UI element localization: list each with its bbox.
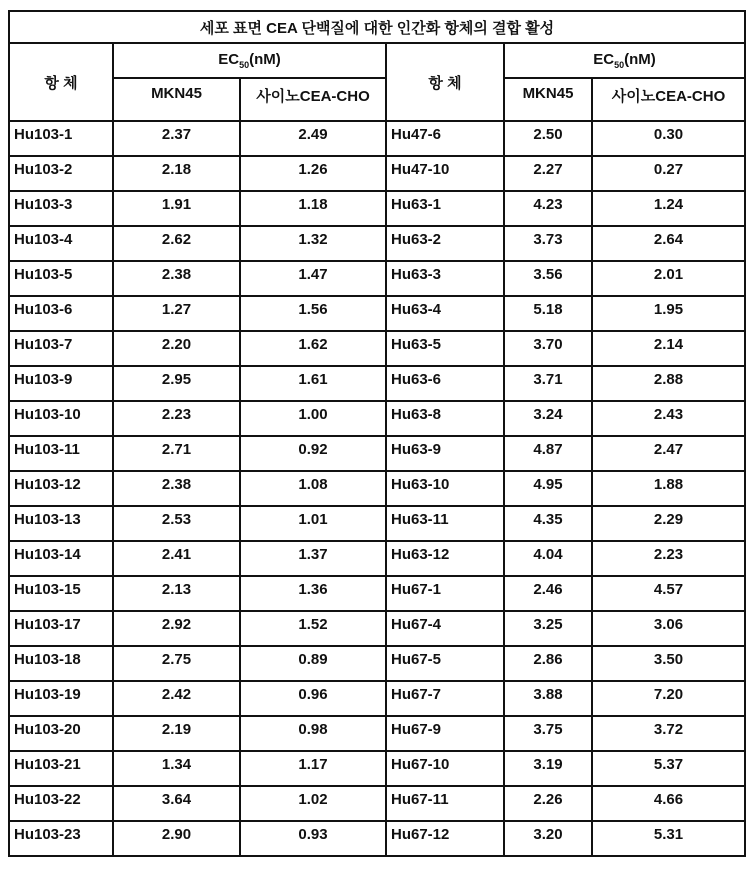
- antibody-name-cell: Hu63-8: [386, 401, 504, 436]
- cho-value-cell: 0.92: [240, 436, 386, 471]
- mkn45-value-cell: 2.23: [113, 401, 240, 436]
- antibody-name-cell: Hu103-7: [9, 331, 113, 366]
- table-row: [9, 436, 745, 471]
- antibody-name-cell: Hu47-10: [386, 156, 504, 191]
- cho-value-cell: 0.89: [240, 646, 386, 681]
- table-row: [9, 366, 745, 401]
- antibody-name-cell: Hu47-6: [386, 121, 504, 156]
- cho-value-cell: 7.20: [592, 681, 745, 716]
- header-mkn45-left: MKN45: [113, 78, 240, 121]
- table-row: [9, 716, 745, 751]
- mkn45-value-cell: 2.53: [113, 506, 240, 541]
- mkn45-value-cell: 2.75: [113, 646, 240, 681]
- cho-value-cell: 1.36: [240, 576, 386, 611]
- cho-value-cell: 1.37: [240, 541, 386, 576]
- antibody-name-cell: Hu67-5: [386, 646, 504, 681]
- cho-value-cell: 1.18: [240, 191, 386, 226]
- antibody-name-cell: Hu103-6: [9, 296, 113, 331]
- antibody-name-cell: Hu103-17: [9, 611, 113, 646]
- cho-value-cell: 1.01: [240, 506, 386, 541]
- header-mkn45-right: MKN45: [504, 78, 592, 121]
- table-row: [9, 401, 745, 436]
- antibody-name-cell: Hu67-9: [386, 716, 504, 751]
- table-row: [9, 541, 745, 576]
- table-row: [9, 156, 745, 191]
- mkn45-value-cell: 2.37: [113, 121, 240, 156]
- antibody-name-cell: Hu63-5: [386, 331, 504, 366]
- antibody-name-cell: Hu67-10: [386, 751, 504, 786]
- cho-value-cell: 1.88: [592, 471, 745, 506]
- header-antibody-right: 항 체: [386, 43, 504, 121]
- cho-value-cell: 2.23: [592, 541, 745, 576]
- antibody-name-cell: Hu63-2: [386, 226, 504, 261]
- cho-value-cell: 1.32: [240, 226, 386, 261]
- mkn45-value-cell: 2.41: [113, 541, 240, 576]
- antibody-name-cell: Hu103-21: [9, 751, 113, 786]
- mkn45-value-cell: 2.18: [113, 156, 240, 191]
- mkn45-value-cell: 4.95: [504, 471, 592, 506]
- antibody-name-cell: Hu103-22: [9, 786, 113, 821]
- table-row: [9, 226, 745, 261]
- cho-value-cell: 1.61: [240, 366, 386, 401]
- mkn45-value-cell: 2.62: [113, 226, 240, 261]
- cho-value-cell: 3.06: [592, 611, 745, 646]
- antibody-name-cell: Hu67-7: [386, 681, 504, 716]
- mkn45-value-cell: 2.50: [504, 121, 592, 156]
- antibody-name-cell: Hu63-4: [386, 296, 504, 331]
- ec50-subscript: 50: [614, 60, 624, 70]
- antibody-name-cell: Hu63-9: [386, 436, 504, 471]
- mkn45-value-cell: 3.19: [504, 751, 592, 786]
- antibody-name-cell: Hu63-10: [386, 471, 504, 506]
- cho-value-cell: 1.95: [592, 296, 745, 331]
- table-row: [9, 751, 745, 786]
- antibody-name-cell: Hu63-1: [386, 191, 504, 226]
- antibody-name-cell: Hu63-3: [386, 261, 504, 296]
- header-cho-left: 사이노CEA-CHO: [240, 78, 386, 121]
- mkn45-value-cell: 3.70: [504, 331, 592, 366]
- mkn45-value-cell: 2.92: [113, 611, 240, 646]
- mkn45-value-cell: 2.13: [113, 576, 240, 611]
- header-ec50-right: [504, 43, 745, 78]
- table-row: [9, 506, 745, 541]
- mkn45-value-cell: 2.27: [504, 156, 592, 191]
- mkn45-value-cell: 2.20: [113, 331, 240, 366]
- cho-value-cell: 3.50: [592, 646, 745, 681]
- antibody-name-cell: Hu103-15: [9, 576, 113, 611]
- antibody-name-cell: Hu63-6: [386, 366, 504, 401]
- mkn45-value-cell: 3.24: [504, 401, 592, 436]
- cho-value-cell: 2.01: [592, 261, 745, 296]
- cho-value-cell: 5.37: [592, 751, 745, 786]
- cho-value-cell: 1.56: [240, 296, 386, 331]
- antibody-name-cell: Hu67-1: [386, 576, 504, 611]
- mkn45-value-cell: 4.23: [504, 191, 592, 226]
- mkn45-value-cell: 3.25: [504, 611, 592, 646]
- mkn45-value-cell: 3.73: [504, 226, 592, 261]
- antibody-name-cell: Hu103-19: [9, 681, 113, 716]
- antibody-name-cell: Hu103-5: [9, 261, 113, 296]
- cho-value-cell: 0.30: [592, 121, 745, 156]
- table-row: [9, 471, 745, 506]
- mkn45-value-cell: 4.04: [504, 541, 592, 576]
- mkn45-value-cell: 2.19: [113, 716, 240, 751]
- table-row: [9, 576, 745, 611]
- cho-value-cell: 1.02: [240, 786, 386, 821]
- mkn45-value-cell: 2.90: [113, 821, 240, 856]
- ec50-unit: (nM): [249, 51, 281, 68]
- antibody-name-cell: Hu103-11: [9, 436, 113, 471]
- table-row: [9, 646, 745, 681]
- table-row: [9, 261, 745, 296]
- mkn45-value-cell: 3.64: [113, 786, 240, 821]
- cho-value-cell: 2.47: [592, 436, 745, 471]
- cho-value-cell: 1.08: [240, 471, 386, 506]
- antibody-name-cell: Hu103-12: [9, 471, 113, 506]
- antibody-name-cell: Hu63-11: [386, 506, 504, 541]
- antibody-name-cell: Hu103-4: [9, 226, 113, 261]
- mkn45-value-cell: 1.91: [113, 191, 240, 226]
- cho-value-cell: 1.17: [240, 751, 386, 786]
- antibody-name-cell: Hu63-12: [386, 541, 504, 576]
- header-ec50-left: [113, 43, 386, 78]
- antibody-name-cell: Hu103-10: [9, 401, 113, 436]
- cho-value-cell: 1.00: [240, 401, 386, 436]
- cho-value-cell: 0.96: [240, 681, 386, 716]
- mkn45-value-cell: 2.38: [113, 261, 240, 296]
- mkn45-value-cell: 2.38: [113, 471, 240, 506]
- cho-value-cell: 2.43: [592, 401, 745, 436]
- mkn45-value-cell: 2.26: [504, 786, 592, 821]
- table-body: [9, 121, 745, 856]
- table-row: [9, 681, 745, 716]
- table-title: 세포 표면 CEA 단백질에 대한 인간화 항체의 결합 활성: [9, 11, 745, 43]
- mkn45-value-cell: 2.86: [504, 646, 592, 681]
- mkn45-value-cell: 2.71: [113, 436, 240, 471]
- header-cho-right: 사이노CEA-CHO: [592, 78, 745, 121]
- cho-value-cell: 0.27: [592, 156, 745, 191]
- antibody-name-cell: Hu103-9: [9, 366, 113, 401]
- ec50-label: EC: [593, 51, 614, 68]
- antibody-name-cell: Hu103-1: [9, 121, 113, 156]
- antibody-name-cell: Hu67-11: [386, 786, 504, 821]
- mkn45-value-cell: 3.71: [504, 366, 592, 401]
- antibody-name-cell: Hu103-3: [9, 191, 113, 226]
- cho-value-cell: 2.49: [240, 121, 386, 156]
- mkn45-value-cell: 2.42: [113, 681, 240, 716]
- table-row: [9, 191, 745, 226]
- antibody-name-cell: Hu103-23: [9, 821, 113, 856]
- cho-value-cell: 3.72: [592, 716, 745, 751]
- mkn45-value-cell: 1.27: [113, 296, 240, 331]
- table-row: [9, 331, 745, 366]
- table-row: [9, 821, 745, 856]
- table-row: [9, 121, 745, 156]
- ec50-unit: (nM): [624, 51, 656, 68]
- cho-value-cell: 2.29: [592, 506, 745, 541]
- table-row: [9, 296, 745, 331]
- cho-value-cell: 0.93: [240, 821, 386, 856]
- antibody-name-cell: Hu103-18: [9, 646, 113, 681]
- antibody-name-cell: Hu103-20: [9, 716, 113, 751]
- binding-activity-table: [8, 10, 746, 857]
- antibody-name-cell: Hu103-14: [9, 541, 113, 576]
- mkn45-value-cell: 3.56: [504, 261, 592, 296]
- cho-value-cell: 5.31: [592, 821, 745, 856]
- cho-value-cell: 1.52: [240, 611, 386, 646]
- cho-value-cell: 1.26: [240, 156, 386, 191]
- mkn45-value-cell: 5.18: [504, 296, 592, 331]
- mkn45-value-cell: 3.20: [504, 821, 592, 856]
- cho-value-cell: 4.57: [592, 576, 745, 611]
- header-antibody-left: 항 체: [9, 43, 113, 121]
- antibody-name-cell: Hu67-4: [386, 611, 504, 646]
- cho-value-cell: 2.88: [592, 366, 745, 401]
- cho-value-cell: 4.66: [592, 786, 745, 821]
- cho-value-cell: 1.24: [592, 191, 745, 226]
- mkn45-value-cell: 1.34: [113, 751, 240, 786]
- cho-value-cell: 1.47: [240, 261, 386, 296]
- antibody-name-cell: Hu67-12: [386, 821, 504, 856]
- cho-value-cell: 0.98: [240, 716, 386, 751]
- mkn45-value-cell: 2.46: [504, 576, 592, 611]
- cho-value-cell: 1.62: [240, 331, 386, 366]
- mkn45-value-cell: 4.35: [504, 506, 592, 541]
- mkn45-value-cell: 4.87: [504, 436, 592, 471]
- antibody-name-cell: Hu103-13: [9, 506, 113, 541]
- ec50-label: EC: [218, 51, 239, 68]
- mkn45-value-cell: 3.75: [504, 716, 592, 751]
- mkn45-value-cell: 3.88: [504, 681, 592, 716]
- cho-value-cell: 2.64: [592, 226, 745, 261]
- antibody-name-cell: Hu103-2: [9, 156, 113, 191]
- cho-value-cell: 2.14: [592, 331, 745, 366]
- table-row: [9, 611, 745, 646]
- mkn45-value-cell: 2.95: [113, 366, 240, 401]
- table-row: [9, 786, 745, 821]
- ec50-subscript: 50: [239, 60, 249, 70]
